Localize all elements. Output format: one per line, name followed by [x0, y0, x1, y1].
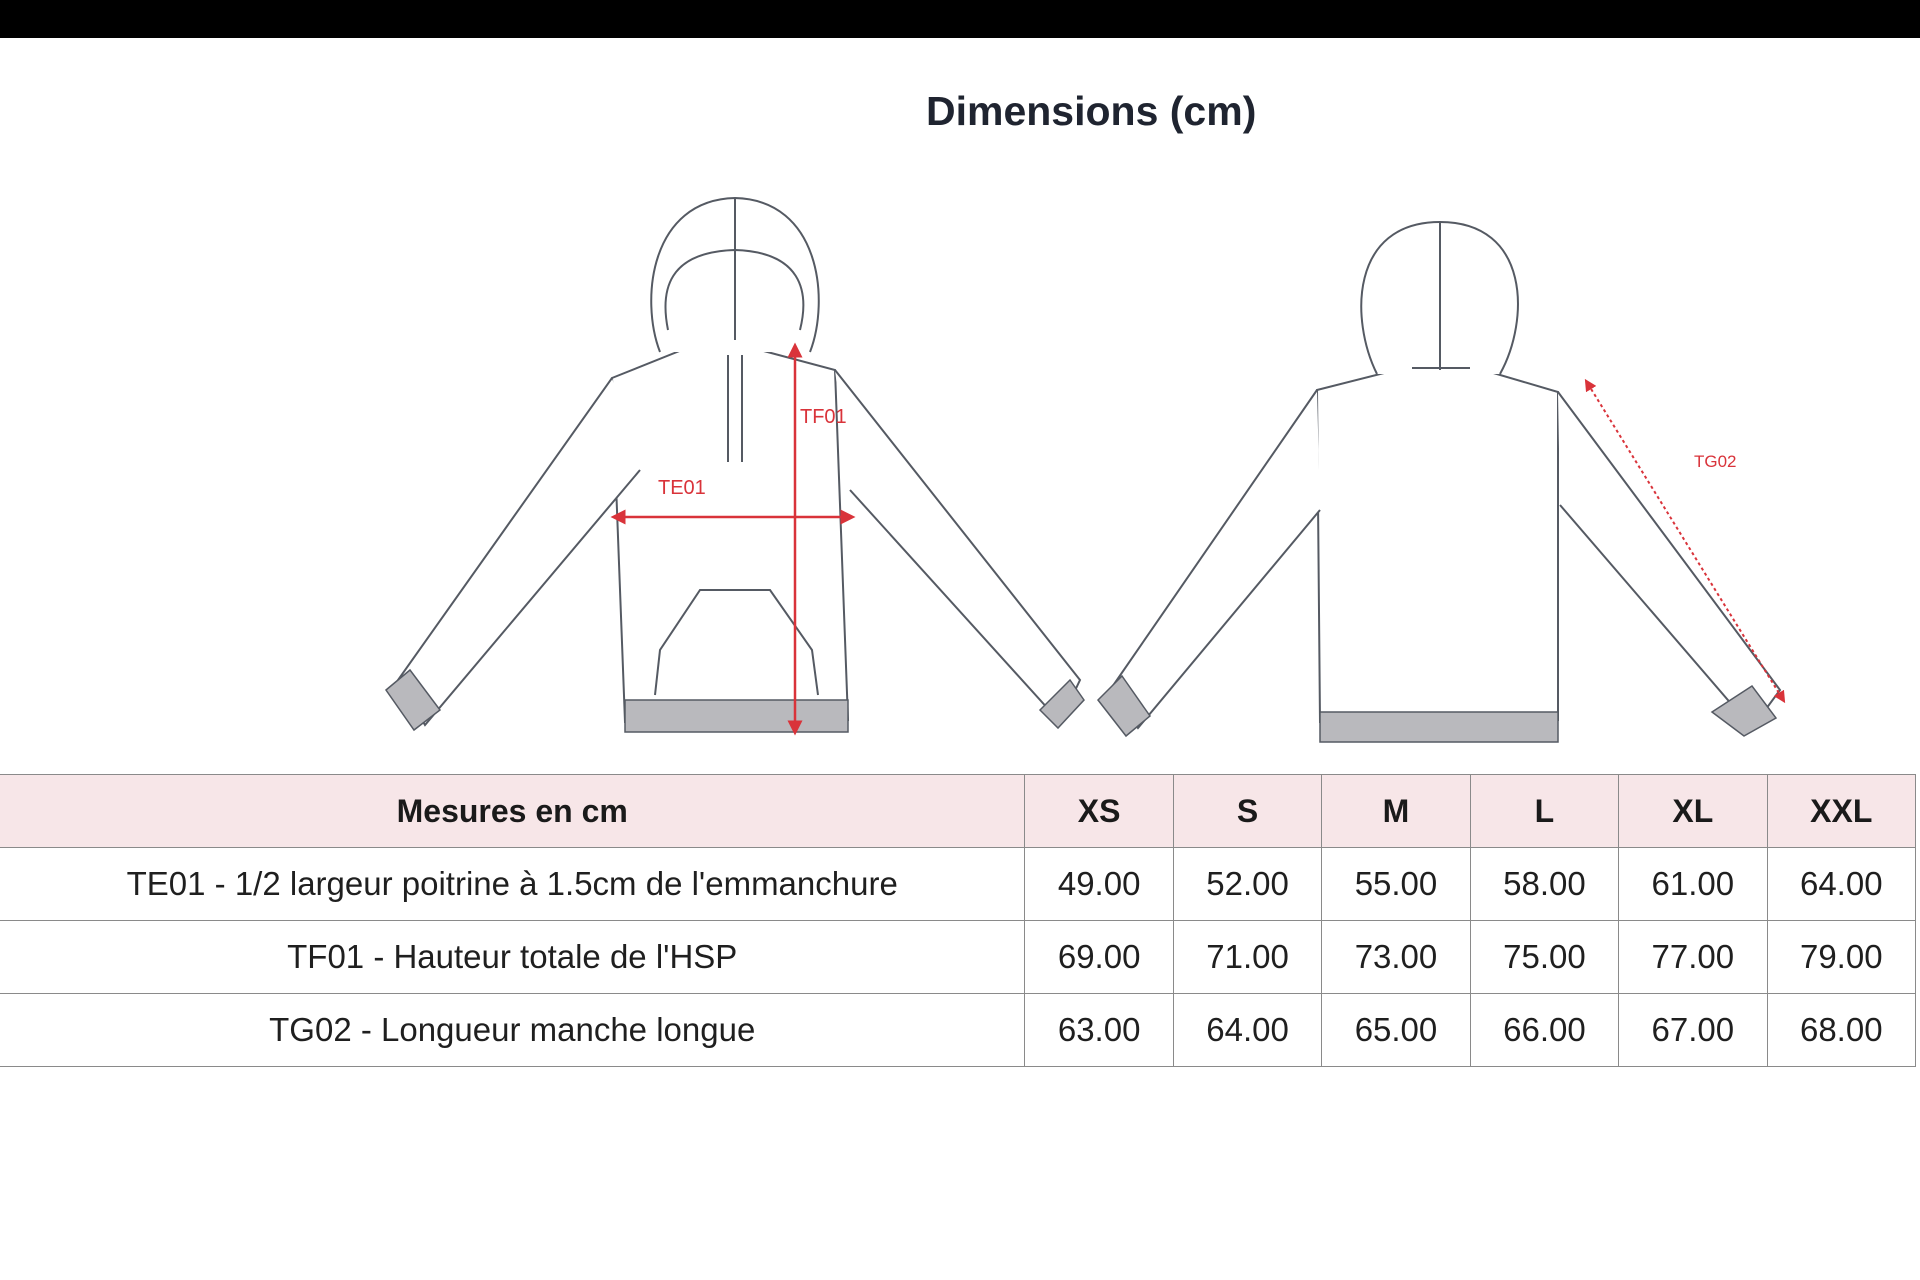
row-label: TG02 - Longueur manche longue: [0, 994, 1025, 1067]
table-cell: 67.00: [1619, 994, 1767, 1067]
top-black-bar: [0, 0, 1920, 38]
tf01-diagram-label: TF01: [800, 406, 847, 428]
table-row: [0, 848, 1916, 921]
header-size-s: S: [1173, 775, 1321, 848]
header-size-xl: XL: [1619, 775, 1767, 848]
table-cell: 73.00: [1322, 921, 1470, 994]
table-cell: 71.00: [1173, 921, 1321, 994]
page-title: Dimensions (cm): [926, 88, 1257, 134]
size-table: [0, 774, 1916, 1067]
table-cell: 77.00: [1619, 921, 1767, 994]
table-cell: 75.00: [1470, 921, 1618, 994]
table-cell: 49.00: [1025, 848, 1173, 921]
table-cell: 65.00: [1322, 994, 1470, 1067]
header-measures-label: Mesures en cm: [0, 775, 1025, 848]
table-cell: 66.00: [1470, 994, 1618, 1067]
table-cell: 63.00: [1025, 994, 1173, 1067]
tg02-diagram-label: TG02: [1694, 452, 1737, 471]
title-container: [0, 88, 1920, 138]
header-size-xs: XS: [1025, 775, 1173, 848]
header-size-m: M: [1322, 775, 1470, 848]
hoodie-illustration: [370, 190, 1810, 750]
table-cell: 58.00: [1470, 848, 1618, 921]
header-size-xxl: XXL: [1767, 775, 1915, 848]
front-hoodie: [398, 198, 1080, 725]
table-header-row: [0, 775, 1916, 848]
table-cell: 68.00: [1767, 994, 1915, 1067]
table-cell: 64.00: [1767, 848, 1915, 921]
table-cell: 64.00: [1173, 994, 1321, 1067]
table-cell: 79.00: [1767, 921, 1915, 994]
row-label: TE01 - 1/2 largeur poitrine à 1.5cm de l'emmanchure: [0, 848, 1025, 921]
front-waistband: [625, 700, 848, 732]
table-cell: 52.00: [1173, 848, 1321, 921]
table-cell: 69.00: [1025, 921, 1173, 994]
back-waistband: [1320, 712, 1558, 742]
row-label: TF01 - Hauteur totale de l'HSP: [0, 921, 1025, 994]
header-size-l: L: [1470, 775, 1618, 848]
table-cell: 61.00: [1619, 848, 1767, 921]
table-row: [0, 994, 1916, 1067]
te01-diagram-label: TE01: [658, 477, 706, 499]
table-cell: 55.00: [1322, 848, 1470, 921]
back-hoodie: [1110, 222, 1780, 728]
table-row: [0, 921, 1916, 994]
